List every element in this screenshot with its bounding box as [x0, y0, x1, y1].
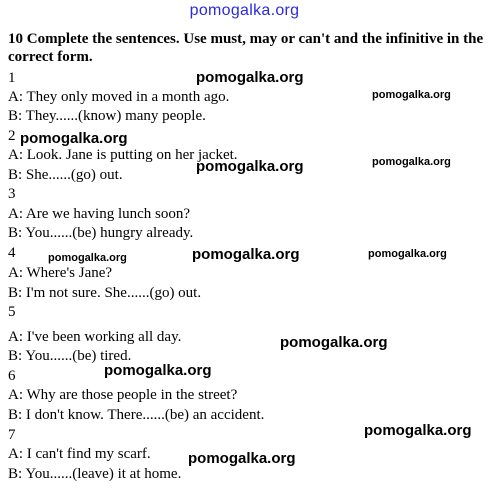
watermark: pomogalka.org: [280, 334, 388, 351]
watermark: pomogalka.org: [364, 422, 472, 439]
line-a: A: Why are those people in the street?: [8, 387, 238, 403]
line-b: B: You......(leave) it at home.: [8, 466, 182, 482]
line-b: B: I'm not sure. She......(go) out.: [8, 285, 202, 301]
exercise-number: 2: [8, 128, 16, 144]
line-a: A: They only moved in a month ago.: [8, 89, 230, 105]
watermark: pomogalka.org: [192, 246, 300, 263]
header-watermark: pomogalka.org: [189, 2, 300, 19]
exercise-number: 6: [8, 368, 16, 384]
line-a: A: Look. Jane is putting on her jacket.: [8, 147, 238, 163]
line-b: B: You......(be) tired.: [8, 348, 132, 364]
exercise-number: 4: [8, 245, 16, 261]
line-a: A: Where's Jane?: [8, 265, 113, 281]
watermark: pomogalka.org: [196, 158, 304, 175]
watermark: pomogalka.org: [188, 450, 296, 467]
exercise-number: 3: [8, 186, 16, 202]
watermark: pomogalka.org: [48, 252, 127, 264]
watermark: pomogalka.org: [196, 69, 304, 86]
exercise-number: 5: [8, 304, 16, 320]
line-a: A: Are we having lunch soon?: [8, 206, 191, 222]
line-b: B: I don't know. There......(be) an accident.: [8, 407, 265, 423]
exercise-number: 7: [8, 427, 16, 443]
watermark: pomogalka.org: [372, 156, 451, 168]
watermark: pomogalka.org: [372, 89, 451, 101]
exercise-number: 1: [8, 70, 16, 86]
watermark: pomogalka.org: [368, 248, 447, 260]
exercise-heading: 10 Complete the sentences. Use must, may or can't and the infinitive in the correct form.: [8, 31, 484, 65]
line-a: A: I've been working all day.: [8, 329, 182, 345]
line-b: B: They......(know) many people.: [8, 108, 206, 124]
line-a: A: I can't find my scarf.: [8, 446, 151, 462]
watermark: pomogalka.org: [20, 130, 128, 147]
line-b: B: You......(be) hungry already.: [8, 225, 194, 241]
line-b: B: She......(go) out.: [8, 167, 123, 183]
watermark: pomogalka.org: [104, 362, 212, 379]
